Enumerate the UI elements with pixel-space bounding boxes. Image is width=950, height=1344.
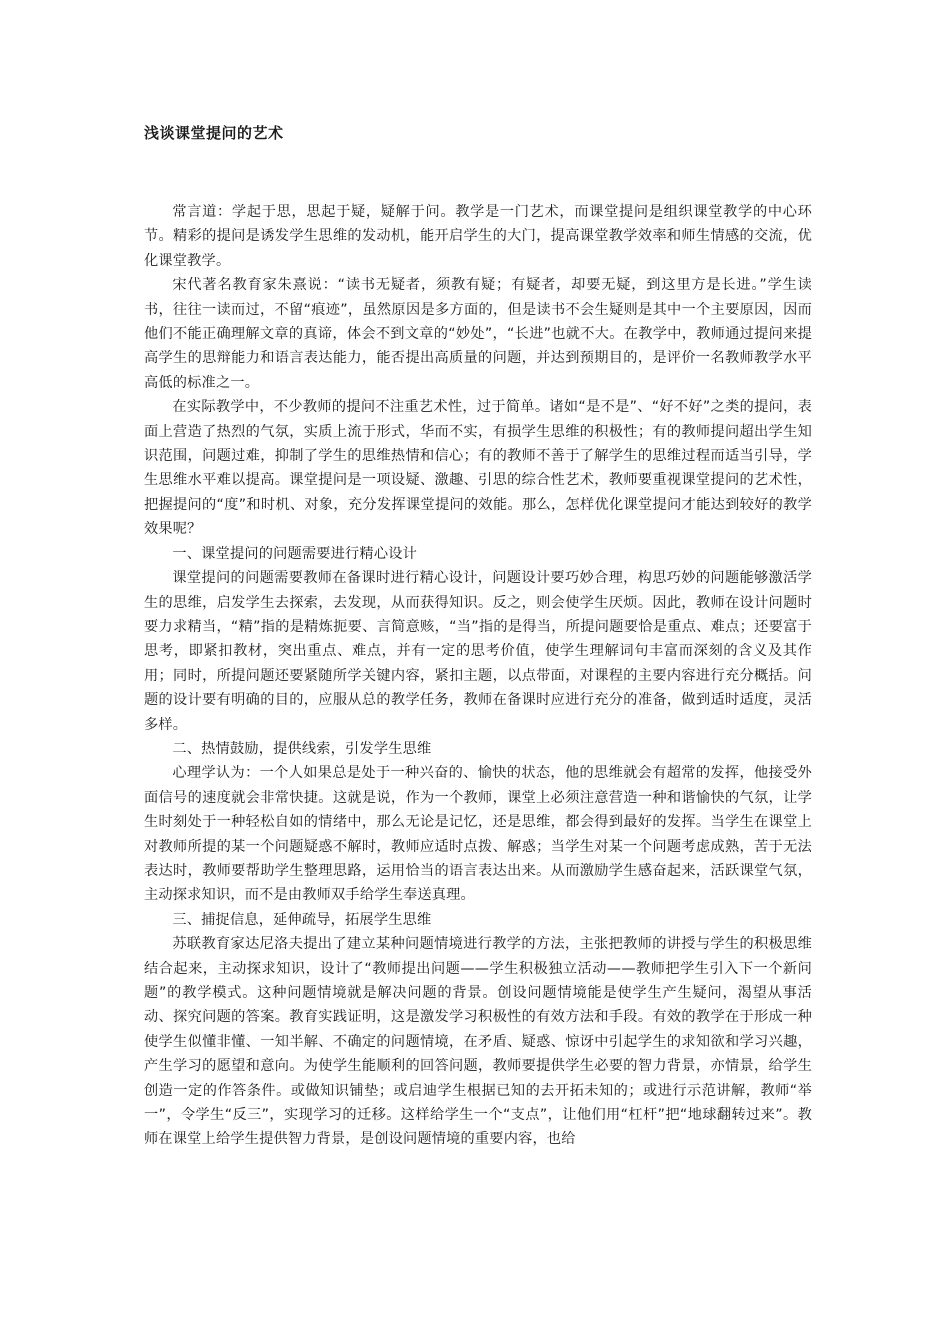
document-title: 浅谈课堂提问的艺术 (144, 124, 284, 142)
section-heading-1: 一、课堂提问的问题需要进行精心设计 (172, 545, 417, 562)
document-body (144, 200, 812, 1152)
paragraph-zhuxi-quote: 宋代著名教育家朱熹说：“读书无疑者，须教有疑；有疑者，却要无疑，到这里方是长进。”学生读书，往往一读而过，不留“痕迹”，虽然原因是多方面的，但是读书不会生疑则是其中一个主要原因，因而他们不能正确理解文章的真谛，体会不到文章的“妙处”，“长进”也就不大。在教学中，教师通过提问来提高学生的思辩能力和语言表达能力，能否提出高质量的问题，并达到预期目的，是评价一名教师教学水平高低的标准之一。 (144, 277, 812, 391)
paragraph-section-3: 苏联教育家达尼洛夫提出了建立某种问题情境进行教学的方法，主张把教师的讲授与学生的积极思维结合起来，主动探求知识，设计了“教师提出问题——学生积极独立活动——教师把学生引入下一个新问题”的教学模式。这种问题情境就是解决问题的背景。创设问题情境能是使学生产生疑问，渴望从事活动、探究问题的答案。教育实践证明，这是激发学习积极性的有效方法和手段。有效的教学在于形成一种使学生似懂非懂、一知半解、不确定的问题情境，在矛盾、疑惑、惊讶中引起学生的求知欲和学习兴趣，产生学习的愿望和意向。为使学生能顺利的回答问题，教师要提供学生必要的智力背景，亦情景，给学生创造一定的作答条件。或做知识铺垫；或启迪学生根据已知的去开拓未知的；或进行示范讲解，教师“举一”，令学生“反三”，实现学习的迁移。这样给学生一个“支点”，让他们用“杠杆”把“地球翻转过来”。教师在课堂上给学生提供智力背景，是创设问题情境的重要内容，也给 (144, 936, 812, 1148)
paragraph-problems: 在实际教学中，不少教师的提问不注重艺术性，过于简单。诸如“是不是”、“好不好”之类的提问，表面上营造了热烈的气氛，实质上流于形式，华而不实，有损学生思维的积极性；有的教师提问超出学生知识范围，问题过难，抑制了学生的思维热情和信心；有的教师不善于了解学生的思维过程而适当引导，学生思维水平难以提高。课堂提问是一项设疑、激趣、引思的综合性艺术，教师要重视课堂提问的艺术性，把握提问的“度”和时机、对象，充分发挥课堂提问的效能。那么，怎样优化课堂提问才能达到较好的教学效果呢？ (144, 399, 812, 538)
section-heading-2: 二、热情鼓励，提供线索，引发学生思维 (172, 740, 432, 757)
paragraph-intro: 常言道：学起于思，思起于疑，疑解于问。教学是一门艺术，而课堂提问是组织课堂教学的中心环节。精彩的提问是诱发学生思维的发动机，能开启学生的大门，提高课堂教学效率和师生情感的交流，优化课堂教学。 (144, 204, 812, 269)
paragraph-section-1: 课堂提问的问题需要教师在备课时进行精心设计，问题设计要巧妙合理，构思巧妙的问题能够激活学生的思维，启发学生去探索，去发现，从而获得知识。反之，则会使学生厌烦。因此，教师在设计问题时要力求精当，“精”指的是精炼扼要、言简意赅，“当”指的是得当，所提问题要恰是重点、难点；还要富于思考，即紧扣教材，突出重点、难点，并有一定的思考价值，使学生理解词句丰富而深刻的含义及其作用；同时，所提问题还要紧随所学关键内容，紧扣主题，以点带面，对课程的主要内容进行充分概括。问题的设计要有明确的目的，应服从总的教学任务，教师在备课时应进行充分的准备，做到适时适度，灵活多样。 (144, 570, 812, 733)
section-heading-3: 三、捕捉信息，延伸疏导，拓展学生思维 (172, 911, 432, 928)
paragraph-section-2: 心理学认为：一个人如果总是处于一种兴奋的、愉快的状态，他的思维就会有超常的发挥，他接受外面信号的速度就会非常快捷。这就是说，作为一个教师，课堂上必须注意营造一种和谐愉快的气氛，让学生时刻处于一种轻松自如的情绪中，那么无论是记忆，还是思维，都会得到最好的发挥。当学生在课堂上对教师所提的某一个问题疑惑不解时，教师应适时点拨、解惑；当学生对某一个问题考虑成熟，苦于无法表达时，教师要帮助学生整理思路，运用恰当的语言表达出来。从而激励学生感奋起来，活跃课堂气氛，主动探求知识，而不是由教师双手给学生奉送真理。 (144, 765, 812, 904)
